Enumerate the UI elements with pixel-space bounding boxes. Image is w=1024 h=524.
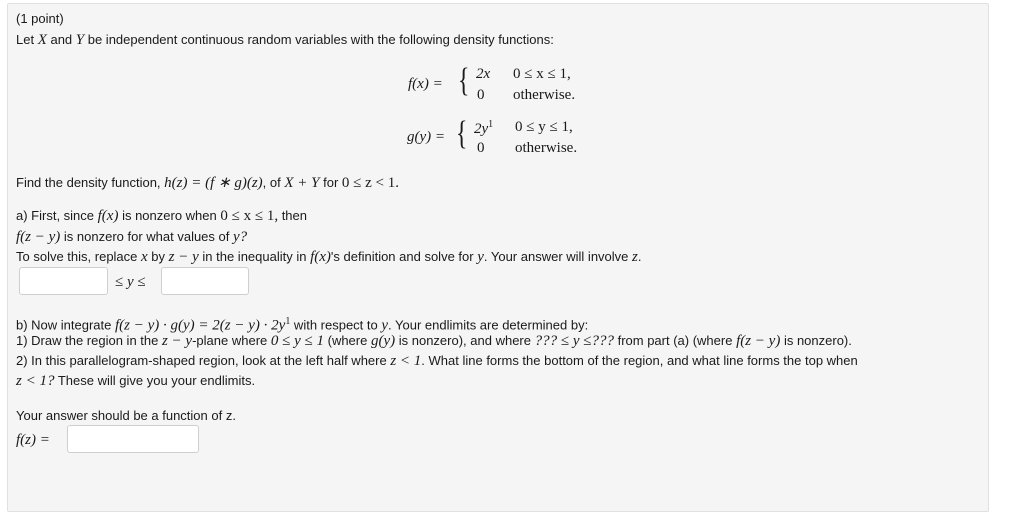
intro-text: Let X and Y be independent continuous random variables with the following density functions: (16, 32, 554, 48)
between-inequality: ≤ y ≤ (115, 274, 146, 290)
answer-label: f(z) = (16, 432, 50, 448)
lower-bound-input[interactable] (19, 267, 108, 295)
answer-prompt: Your answer should be a function of z. (16, 408, 236, 423)
left-brace-icon: { (458, 62, 470, 99)
part-b-line2: 1) Draw the region in the z − y-plane where 0 ≤ y ≤ 1 (where g(y) is nonzero), and where ??? ≤ y ≤??? from part (a) (where f(z − y) is nonzero). (16, 333, 852, 349)
part-b-line3: 2) In this parallelogram-shaped region, look at the left half where z < 1. What line forms the bottom of the region, and what line forms the top when (16, 353, 858, 369)
points-label: (1 point) (16, 11, 64, 26)
find-statement: Find the density function, h(z) = (f ∗ g)(z), of X + Y for 0 ≤ z < 1. (16, 175, 400, 191)
upper-bound-input[interactable] (161, 267, 249, 295)
part-a-line3: To solve this, replace x by z − y in the inequality in f(x)'s definition and solve for y. Your answer will involve z. (16, 249, 642, 265)
part-a-line2: f(z − y) is nonzero for what values of y? (16, 229, 248, 245)
left-brace-icon: { (456, 115, 468, 152)
part-b-line4: z < 1? These will give you your endlimits. (16, 373, 256, 389)
part-b-line1: b) Now integrate $f(z - y) \cdot g(y) = 2(z - y) \cdot 2y^1$ with respect to y. Your endlimits are determined by: (16, 316, 589, 334)
part-a-line1: a) First, since f(x) is nonzero when 0 ≤ x ≤ 1, then (16, 208, 307, 224)
answer-input[interactable] (67, 425, 199, 453)
